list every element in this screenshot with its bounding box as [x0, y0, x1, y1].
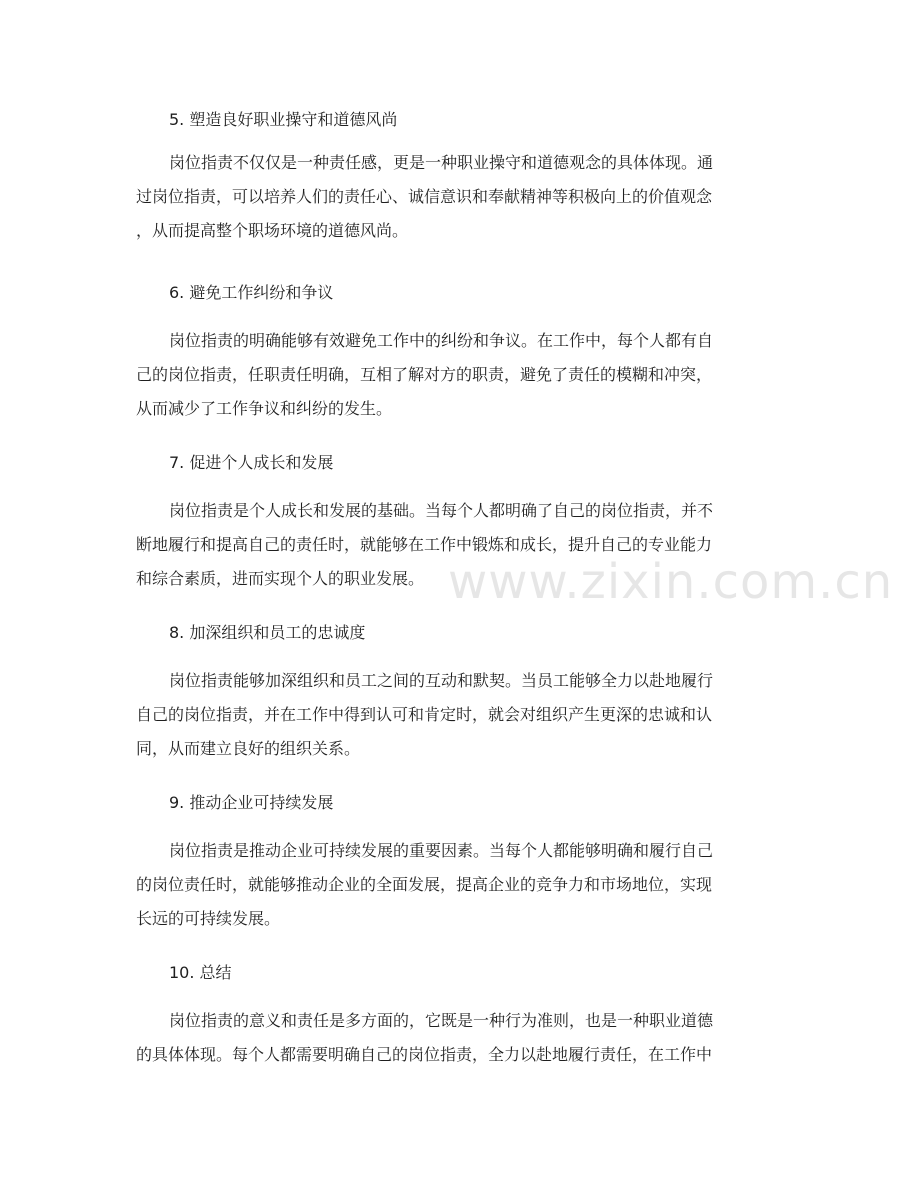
paragraph-line: 同，从而建立良好的组织关系。 [136, 739, 361, 758]
paragraph-line: 岗位指责的明确能够有效避免工作中的纠纷和争议。在工作中，每个人都有自 [169, 331, 714, 350]
paragraph-line: 长远的可持续发展。 [136, 909, 281, 928]
section-heading: 7. 促进个人成长和发展 [169, 453, 334, 472]
watermark: www.zixin.com.cn [448, 554, 894, 610]
section-paragraph [136, 664, 784, 766]
paragraph-line: 岗位指责的意义和责任是多方面的，它既是一种行为准则，也是一种职业道德 [169, 1011, 714, 1030]
section-paragraph [136, 146, 784, 248]
section-heading: 9. 推动企业可持续发展 [169, 793, 334, 812]
paragraph-line: 和综合素质，进而实现个人的职业发展。 [136, 569, 425, 588]
paragraph-line: 岗位指责是个人成长和发展的基础。当每个人都明确了自己的岗位指责，并不 [169, 501, 714, 520]
paragraph-line: 从而减少了工作争议和纠纷的发生。 [136, 399, 393, 418]
section-paragraph [136, 1004, 784, 1072]
paragraph-line: 的岗位责任时，就能够推动企业的全面发展，提高企业的竞争力和市场地位，实现 [136, 875, 713, 894]
section-heading: 8. 加深组织和员工的忠诚度 [169, 623, 366, 642]
paragraph-line: 过岗位指责，可以培养人们的责任心、诚信意识和奉献精神等积极向上的价值观念 [136, 187, 713, 206]
paragraph-line: 己的岗位指责，任职责任明确，互相了解对方的职责，避免了责任的模糊和冲突， [136, 365, 713, 384]
paragraph-line: 岗位指责能够加深组织和员工之间的互动和默契。当员工能够全力以赴地履行 [169, 671, 714, 690]
section-heading: 5. 塑造良好职业操守和道德风尚 [169, 110, 398, 129]
paragraph-line: 岗位指责不仅仅是一种责任感，更是一种职业操守和道德观念的具体体现。通 [169, 153, 714, 172]
paragraph-line: ，从而提高整个职场环境的道德风尚。 [136, 221, 409, 240]
section-paragraph [136, 324, 784, 426]
paragraph-line: 的具体体现。每个人都需要明确自己的岗位指责，全力以赴地履行责任，在工作中 [136, 1045, 713, 1064]
paragraph-line: 断地履行和提高自己的责任时，就能够在工作中锻炼和成长，提升自己的专业能力 [136, 535, 713, 554]
section-heading: 6. 避免工作纠纷和争议 [169, 283, 334, 302]
paragraph-line: 岗位指责是推动企业可持续发展的重要因素。当每个人都能够明确和履行自己 [169, 841, 714, 860]
section-heading: 10. 总结 [169, 963, 232, 982]
paragraph-line: 自己的岗位指责，并在工作中得到认可和肯定时，就会对组织产生更深的忠诚和认 [136, 705, 713, 724]
section-paragraph [136, 834, 784, 936]
